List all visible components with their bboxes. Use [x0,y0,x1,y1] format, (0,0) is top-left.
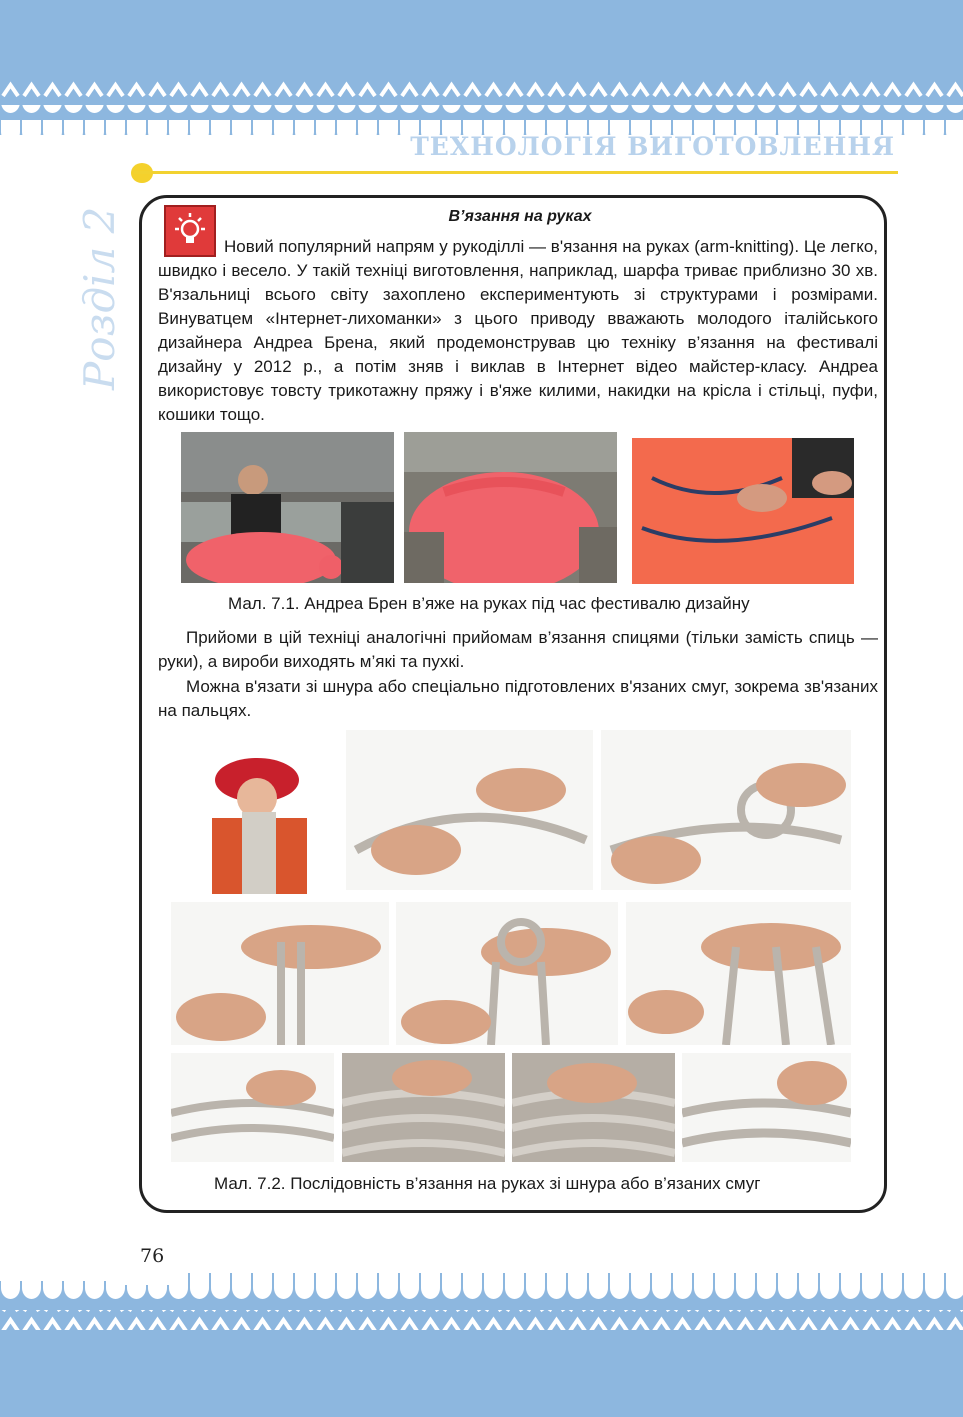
box-title: В’язання на руках [448,208,592,225]
photo-woman-scarf [172,740,338,894]
technique-paragraph: Прийоми в цій техніці аналогічні прийомам в’язання спицями (тільки замість спиць — руки), а вироби виходять м’які та пухкі. [158,628,878,671]
photo-step-3 [171,902,389,1045]
photo-step-5 [626,902,851,1045]
photo-step-9 [682,1053,851,1162]
top-decorative-band [0,0,963,135]
photo-step-6 [171,1053,334,1162]
bottom-decorative-band [0,1255,963,1417]
photo-step-7 [342,1053,505,1162]
photo-designer-knitting-3 [632,438,854,584]
chapter-header-title: ТЕХНОЛОГІЯ ВИГОТОВЛЕННЯ [410,132,895,161]
photo-step-1 [346,730,593,890]
top-band-pattern [0,0,963,135]
photo-designer-knitting-2 [404,432,617,583]
page-number: 76 [140,1245,165,1267]
photo-step-4 [396,902,618,1045]
section-side-label: Розділ 2 [75,206,124,390]
intro-paragraph: Новий популярний напрям у рукоділлі — в'язання на руках (arm-knitting). Це легко, швидко і весело. У такій техніці виготовлення, наприклад, шарфа триває приблизно 30 хв. В'язальниці всього світу захоплено експериментують зі структурами і розмірами. Винуватцем «Інтернет-лихоманки» з цього приводу вважають молодого італійського дизайнера Андреа Брена, який продемонстрував цю техніку в’язання на фестивалі дизайну у 2012 р., а потім зняв і виклав в Інтернет відео майстер-класу. Андреа використовує товсту трикотажну пряжу і в'яже килими, накидки на крісла і стільці, пуфи, кошики тощо. [158,237,878,424]
header-accent-line [134,171,898,174]
figure-caption-7-2: Мал. 7.2. Послідовність в’язання на руках зі шнура або в’язаних смуг [214,1174,761,1193]
photo-step-8 [512,1053,675,1162]
material-paragraph: Можна в'язати зі шнура або спеціально підготовлених в'язаних смуг, зокрема зв'язаних на пальцях. [158,677,878,720]
photo-step-2 [601,730,851,890]
figure-caption-7-1: Мал. 7.1. Андреа Брен в’яже на руках під час фестивалю дизайну [228,594,750,613]
bottom-band-pattern [0,1255,963,1417]
photo-designer-knitting-1 [181,432,394,583]
